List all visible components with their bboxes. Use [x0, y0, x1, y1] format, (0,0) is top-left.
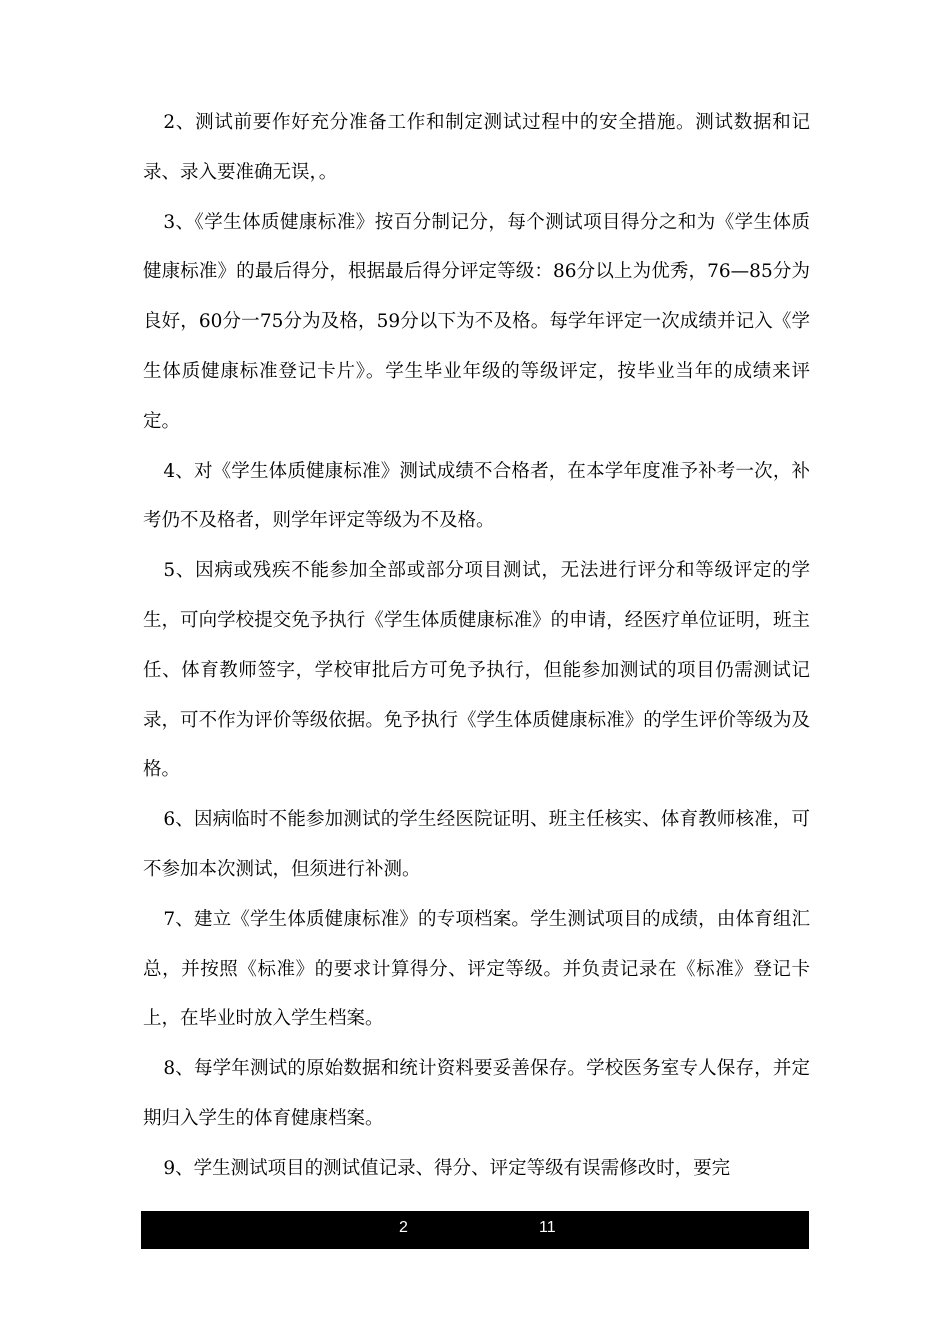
total-page-count: 11: [539, 1219, 556, 1236]
page-footer: [141, 1211, 809, 1249]
paragraph-7: 7、建立《学生体质健康标准》的专项档案。学生测试项目的成绩，由体育组汇总，并按照《标准》的要求计算得分、评定等级。并负责记录在《标准》登记卡上，在毕业时放入学生档案。: [143, 908, 810, 1030]
paragraph-9: 9、学生测试项目的测试值记录、得分、评定等级有误需修改时，要完: [163, 1157, 731, 1179]
document-body: [143, 98, 810, 1194]
paragraph-5: 5、因病或残疾不能参加全部或部分项目测试，无法进行评分和等级评定的学生，可向学校提交免予执行《学生体质健康标准》的申请，经医疗单位证明，班主任、体育教师签字，学校审批后方可免予执行，但能参加测试的项目仍需测试记录，可不作为评价等级依据。免予执行《学生体质健康标准》的学生评价等级为及格。: [143, 560, 810, 781]
paragraph-6: 6、因病临时不能参加测试的学生经医院证明、班主任核实、体育教师核准，可不参加本次测试，但须进行补测。: [143, 809, 810, 880]
paragraph-3: 3、《学生体质健康标准》按百分制记分，每个测试项目得分之和为《学生体质健康标准》的最后得分，根据最后得分评定等级：86分以上为优秀，76—85分为良好，60分一75分为及格，59分以下为不及格。每学年评定一次成绩并记入《学生体质健康标准登记卡片》。学生毕业年级的等级评定，按毕业当年的成绩来评定。: [143, 211, 810, 432]
paragraph-4: 4、对《学生体质健康标准》测试成绩不合格者，在本学年度准予补考一次，补考仍不及格者，则学年评定等级为不及格。: [143, 460, 810, 532]
current-page-number: 2: [399, 1219, 408, 1236]
paragraph-8: 8、每学年测试的原始数据和统计资料要妥善保存。学校医务室专人保存，并定期归入学生的体育健康档案。: [143, 1058, 810, 1129]
paragraph-2: 2、测试前要作好充分准备工作和制定测试过程中的安全措施。测试数据和记录、录入要准确无误，。: [143, 112, 810, 183]
